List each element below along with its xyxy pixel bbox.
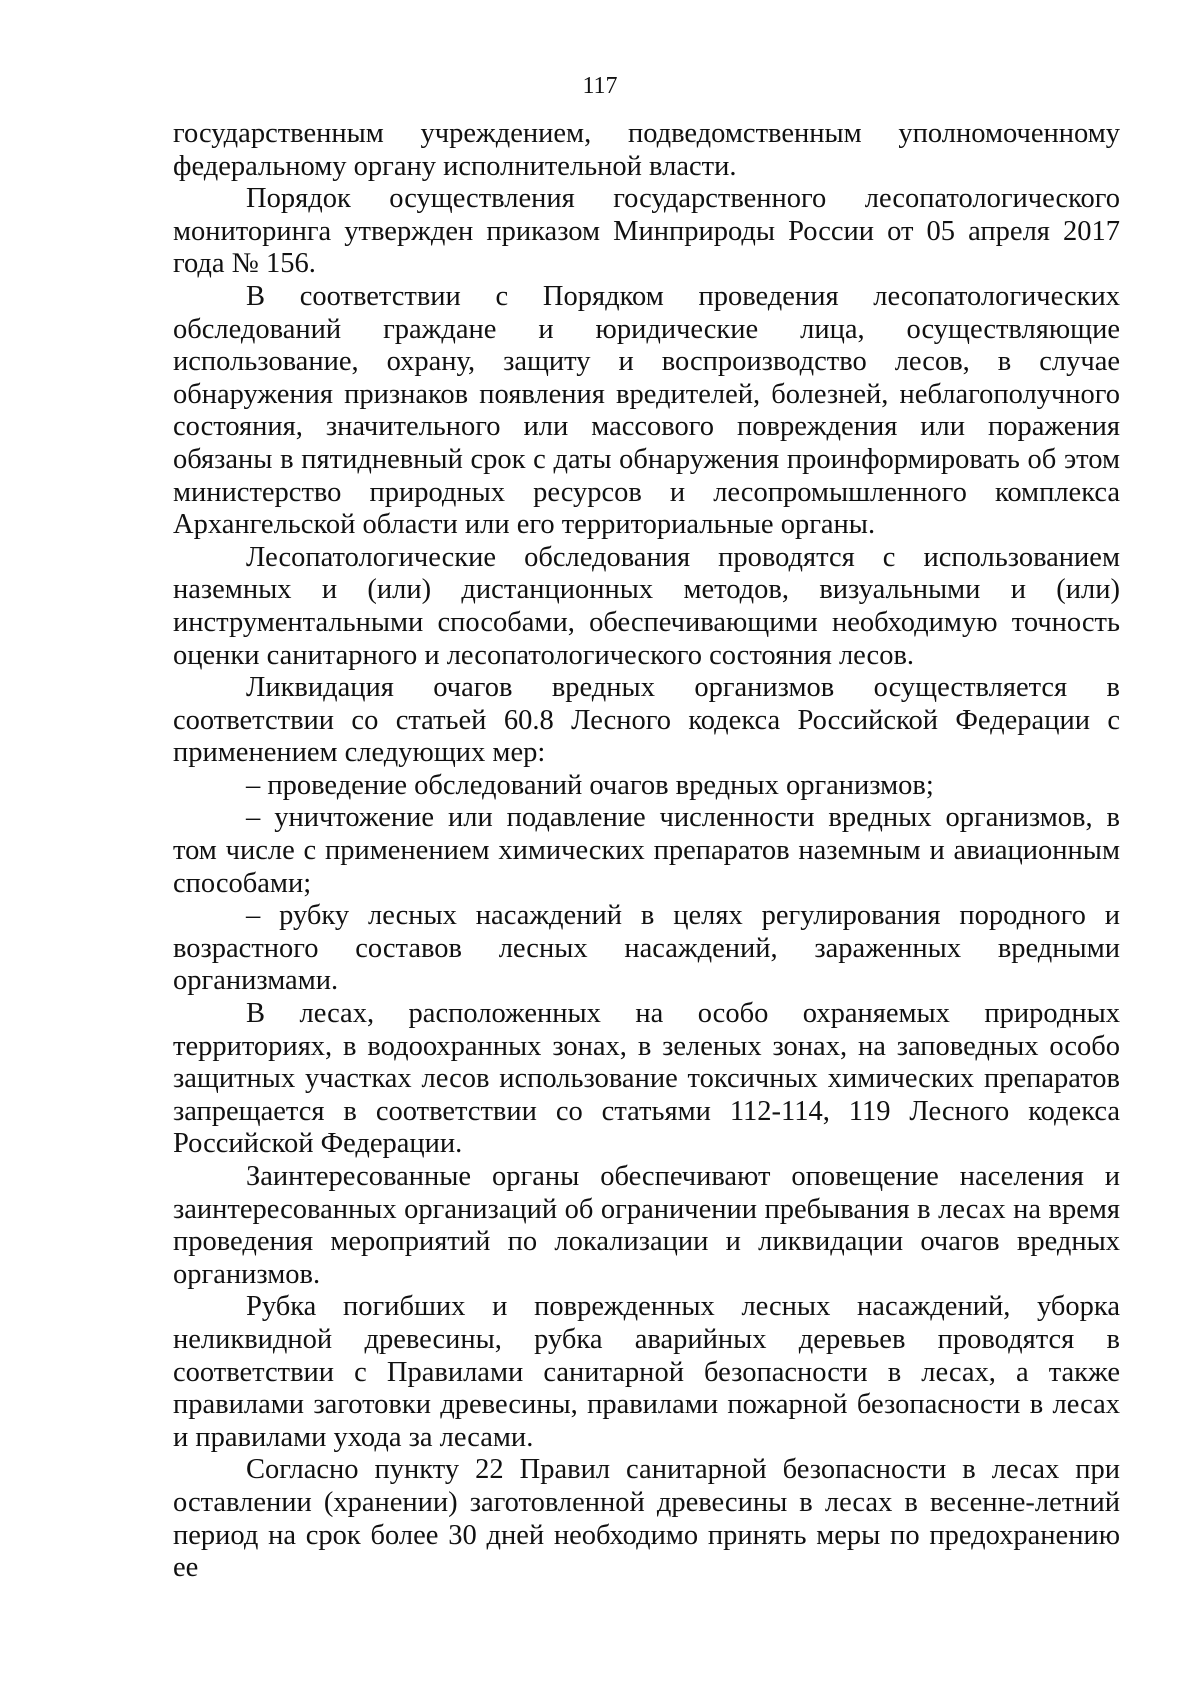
paragraph-inspection-methods: Лесопатологические обследования проводятся с использованием наземных и (или) дистанционных методов, визуальными и (или) инструментальными способами, обеспечивающими необходимую точность оценки санитарного и лесопатологического состояния лесов. [173, 541, 1120, 671]
paragraph-inspection-procedure: В соответствии с Порядком проведения лесопатологических обследований граждане и юридические лица, осуществляющие использование, охрану, защиту и воспроизводство лесов, в случае обнаружения признаков появления вредителей, болезней, неблагополучного состояния, значительного или массового повреждения или поражения обязаны в пятидневный срок с даты обнаружения проинформировать об этом министерство природных ресурсов и лесопромышленного комплекса Архангельской области или его территориальные органы. [173, 280, 1120, 541]
paragraph-liquidation-measures: Ликвидация очагов вредных организмов осуществляется в соответствии со статьей 60.8 Лесного кодекса Российской Федерации с применением следующих мер: [173, 672, 1120, 769]
body-text [173, 118, 1120, 1585]
list-item: – уничтожение или подавление численности вредных организмов, в том числе с применением химических препаратов наземным и авиационным способами; [173, 802, 1120, 899]
page-number: 117 [582, 73, 618, 99]
list-item: – проведение обследований очагов вредных организмов; [246, 769, 934, 801]
list-item: – рубку лесных насаждений в целях регулирования породного и возрастного составов лесных насаждений, зараженных вредными организмами. [173, 900, 1120, 997]
paragraph-felling-rules: Рубка погибших и поврежденных лесных насаждений, уборка неликвидной древесины, рубка аварийных деревьев проводятся в соответствии с Правилами санитарной безопасности в лесах, а также правилами заготовки древесины, правилами пожарной безопасности в лесах и правилами ухода за лесами. [173, 1291, 1120, 1453]
paragraph-protected-areas: В лесах, расположенных на особо охраняемых природных территориях, в водоохранных зонах, в зеленых зонах, на заповедных особо защитных участках лесов использование токсичных химических препаратов запрещается в соответствии со статьями 112-114, 119 Лесного кодекса Российской Федерации. [173, 998, 1120, 1160]
paragraph-continuation: государственным учреждением, подведомственным уполномоченному федеральному органу исполнительной власти. [173, 118, 1120, 182]
paragraph-monitoring-order: Порядок осуществления государственного лесопатологического мониторинга утвержден приказом Минприроды России от 05 апреля 2017 года № 156. [173, 183, 1120, 280]
paragraph-public-notification: Заинтересованные органы обеспечивают оповещение населения и заинтересованных организаций об ограничении пребывания в лесах на время проведения мероприятий по локализации и ликвидации очагов вредных организмов. [173, 1161, 1120, 1290]
paragraph-timber-storage: Согласно пункту 22 Правил санитарной безопасности в лесах при оставлении (хранении) заготовленной древесины в лесах в весенне-летний период на срок более 30 дней необходимо принять меры по предохранению ее [173, 1454, 1120, 1584]
